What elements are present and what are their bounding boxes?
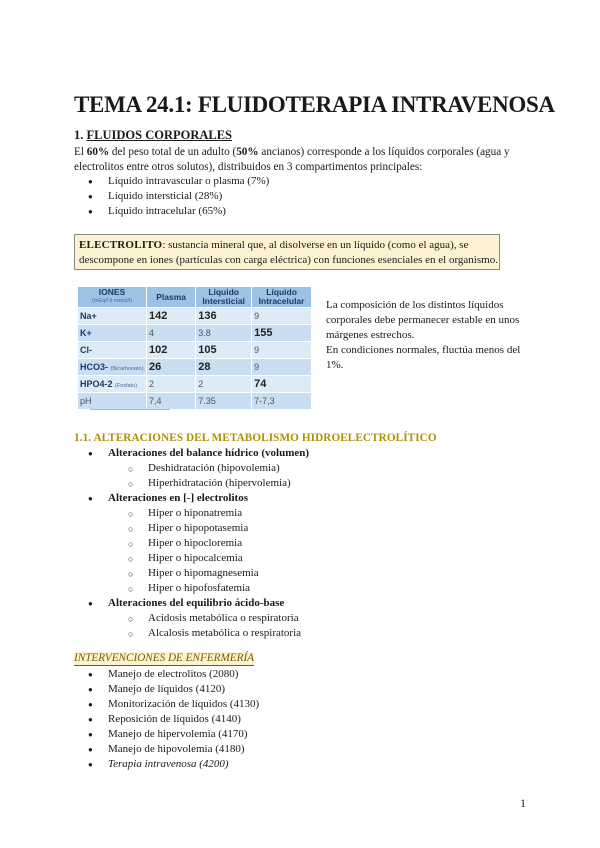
page-title: TEMA 24.1: FLUIDOTERAPIA INTRAVENOSA [74, 92, 555, 117]
sub-item: ○ Hiperhidratación (hipervolemia) [128, 476, 309, 491]
sub-item: ○ Hiper o hiponatremia [128, 506, 309, 521]
ion-cell [78, 359, 147, 376]
alteraciones-list [88, 446, 309, 641]
value-cell: 136 [196, 308, 252, 325]
header-cell [78, 287, 147, 308]
para-text: del peso total de un adulto ( [109, 146, 237, 158]
table-row [78, 308, 312, 325]
table-row [78, 376, 312, 393]
ion-label: HPO4-2 [80, 379, 113, 389]
sub-list [108, 506, 309, 596]
list-item: ● Líquido intracelular (65%) [88, 204, 269, 219]
section-heading-fluidos [74, 128, 232, 143]
value-cell: 105 [196, 342, 252, 359]
value-cell: 3.8 [196, 325, 252, 342]
header-sub: (mEq/l ó mmol/l) [92, 298, 133, 304]
header-cell: Plasma [147, 287, 196, 308]
value-cell: 142 [147, 308, 196, 325]
value-cell: 9 [252, 308, 312, 325]
header-cell: Líquido Intersticial [196, 287, 252, 308]
group-label: Alteraciones en [-] electrolitos [108, 492, 248, 504]
sub-list [108, 461, 309, 491]
heading-text: FLUIDOS CORPORALES [86, 128, 233, 142]
compartment-list [88, 174, 269, 219]
sub-item: ○ Hiper o hipocalcemia [128, 551, 309, 566]
intervenciones-list [88, 667, 259, 772]
sub-item: ○ Hiper o hipofosfatemia [128, 581, 309, 596]
table-row [78, 325, 312, 342]
intro-paragraph [74, 145, 534, 175]
list-item: ● Manejo de electrolitos (2080) [88, 667, 259, 682]
value-cell: 2 [196, 376, 252, 393]
ion-cell: pH [78, 393, 147, 410]
section-heading-alteraciones: 1.1. ALTERACIONES DEL METABOLISMO HIDROELECTROLÍTICO [74, 432, 437, 444]
note-paragraph: La composición de los distintos líquidos corporales debe permanecer estable en unos márgenes estrechos. [326, 299, 520, 341]
para-bold: 50% [236, 146, 259, 158]
list-item: ● Líquido intersticial (28%) [88, 189, 269, 204]
value-cell: 9 [252, 359, 312, 376]
list-item: ● Líquido intravascular o plasma (7%) [88, 174, 269, 189]
group-label: Alteraciones del equilibrio ácido-base [108, 597, 285, 609]
ion-note: (Bicarbonato) [110, 366, 144, 372]
ion-cell: K+ [78, 325, 147, 342]
header-label: IONES [98, 287, 126, 297]
value-cell: 9 [252, 342, 312, 359]
composition-note [326, 298, 526, 373]
value-cell: 7-7,3 [252, 393, 312, 410]
list-item: ● Reposición de líquidos (4140) [88, 712, 259, 727]
sub-item: ○ Acidosis metabólica o respiratoria [128, 611, 309, 626]
para-bold: 60% [86, 146, 110, 158]
table-row [78, 342, 312, 359]
value-cell: 102 [147, 342, 196, 359]
sub-item: ○ Hiper o hipopotasemia [128, 521, 309, 536]
value-cell: 26 [147, 359, 196, 376]
ion-cell: Na+ [78, 308, 147, 325]
list-item: ● Terapia intravenosa (4200) [88, 757, 259, 772]
heading-number: 1. [74, 128, 84, 142]
ion-cell [78, 376, 147, 393]
list-item: ● Manejo de hipervolemia (4170) [88, 727, 259, 742]
sub-item: ○ Hiper o hipomagnesemia [128, 566, 309, 581]
value-cell: 155 [252, 325, 312, 342]
list-item: ● Manejo de hipovolemia (4180) [88, 742, 259, 757]
value-cell: 7.35 [196, 393, 252, 410]
list-item [88, 446, 309, 491]
value-cell: 28 [196, 359, 252, 376]
value-cell: 2 [147, 376, 196, 393]
list-item: ● Manejo de líquidos (4120) [88, 682, 259, 697]
para-text: El [74, 146, 87, 158]
ion-note: (Fosfato) [115, 383, 138, 389]
list-item: ● Monitorización de líquidos (4130) [88, 697, 259, 712]
sub-item: ○ Hiper o hipocloremia [128, 536, 309, 551]
para-text: ancianos) corresponde a los líquidos corporales (agua y electrolitos entre otros solutos), distribuidos en 3 compartimentos principales: [74, 146, 510, 173]
value-cell: 74 [252, 376, 312, 393]
ion-table [78, 287, 312, 409]
section-heading-intervenciones: INTERVENCIONES DE ENFERMERÍA [74, 652, 255, 664]
table-header-row [78, 287, 312, 308]
list-item [88, 596, 309, 641]
table-source-mark [90, 409, 170, 410]
value-cell: 7,4 [147, 393, 196, 410]
electrolito-definition-box [74, 234, 500, 270]
table-row [78, 359, 312, 376]
page-number: 1 [520, 796, 526, 810]
header-cell: Líquido Intracelular [252, 287, 312, 308]
definition-term: ELECTROLITO [79, 239, 163, 251]
value-cell: 4 [147, 325, 196, 342]
sub-list [108, 611, 309, 641]
group-label: Alteraciones del balance hídrico (volumen) [108, 447, 310, 459]
sub-item: ○ Deshidratación (hipovolemia) [128, 461, 309, 476]
ion-label: HCO3- [80, 362, 109, 372]
note-paragraph: En condiciones normales, fluctúa menos del 1%. [326, 344, 521, 371]
definition-text: : sustancia mineral que, al disolverse en un líquido (como el agua), se descompone en iones (partículas con carga eléctrica) con funciones esenciales en el organismo. [79, 239, 498, 266]
sub-item: ○ Alcalosis metabólica o respiratoria [128, 626, 309, 641]
list-item [88, 491, 309, 596]
table-row [78, 393, 312, 410]
ion-cell: Cl- [78, 342, 147, 359]
